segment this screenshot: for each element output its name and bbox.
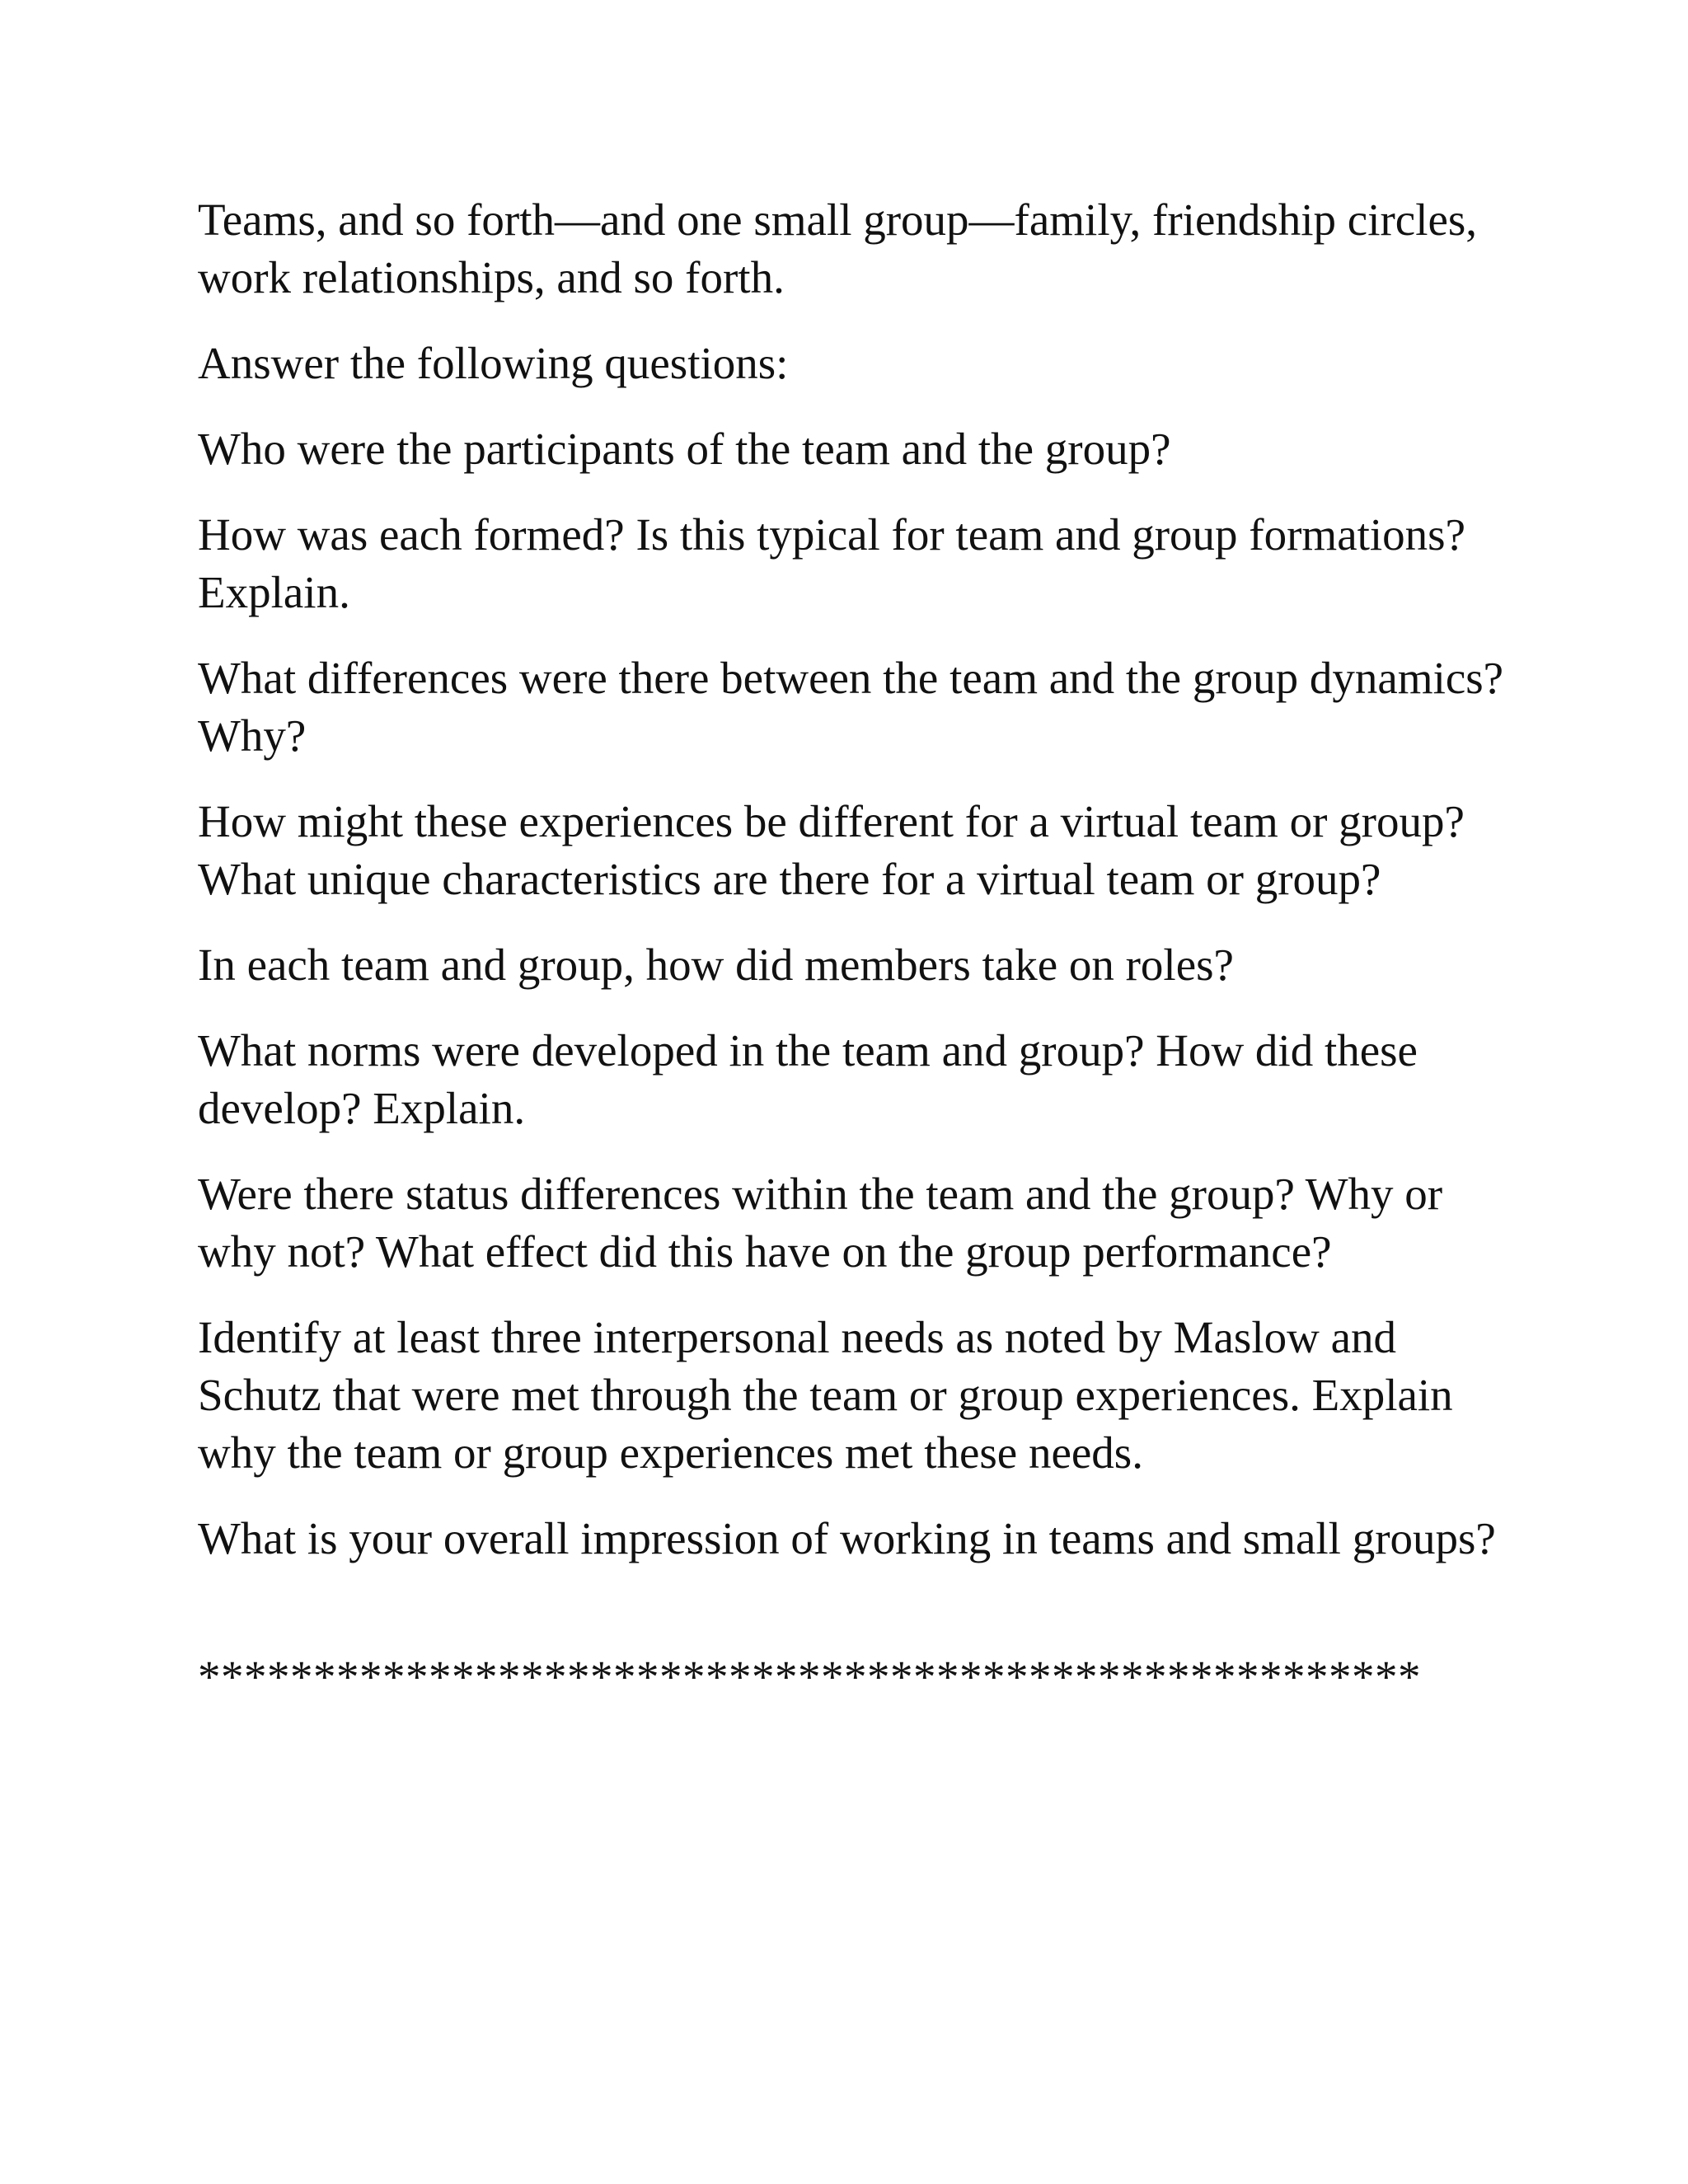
paragraph-line: work relationships, and so forth.: [198, 252, 785, 302]
paragraph-line: Explain.: [198, 567, 350, 617]
paragraph-line: Answer the following questions:: [198, 338, 789, 388]
paragraph-line: How might these experiences be different for a virtual team or group?: [198, 796, 1465, 846]
paragraph-line: What differences were there between the team and the group dynamics?: [198, 653, 1504, 703]
paragraph-line: Why?: [198, 710, 307, 761]
paragraph-line: How was each formed? Is this typical for team and group formations?: [198, 509, 1465, 560]
question-formation: [198, 506, 1517, 621]
paragraph-intro: [198, 191, 1517, 307]
paragraph-line: develop? Explain.: [198, 1083, 526, 1133]
question-participants: [198, 420, 1517, 478]
question-status: [198, 1165, 1517, 1281]
paragraph-line: In each team and group, how did members take on roles?: [198, 940, 1234, 990]
paragraph-instruction: [198, 335, 1517, 392]
paragraph-line: why not? What effect did this have on the group performance?: [198, 1226, 1332, 1277]
paragraph-line: Teams, and so forth—and one small group—family, friendship circles,: [198, 194, 1478, 245]
paragraph-line: What is your overall impression of working in teams and small groups?: [198, 1513, 1496, 1563]
paragraph-line: Were there status differences within the team and the group? Why or: [198, 1169, 1443, 1219]
paragraph-line: Schutz that were met through the team or group experiences. Explain: [198, 1370, 1453, 1420]
paragraph-line: Who were the participants of the team and the group?: [198, 424, 1171, 474]
question-impression: [198, 1510, 1517, 1568]
paragraph-line: What unique characteristics are there for a virtual team or group?: [198, 854, 1381, 904]
paragraph-line: What norms were developed in the team and group? How did these: [198, 1025, 1418, 1076]
question-virtual: [198, 793, 1517, 908]
paragraph-line: Identify at least three interpersonal needs as noted by Maslow and: [198, 1312, 1396, 1362]
question-norms: [198, 1022, 1517, 1137]
question-needs: [198, 1309, 1517, 1482]
question-differences: [198, 649, 1517, 765]
document-body: [198, 191, 1517, 1706]
paragraph-line: why the team or group experiences met these needs.: [198, 1427, 1143, 1478]
asterisk-separator: *****************************************************: [198, 1652, 1421, 1702]
question-roles: [198, 936, 1517, 994]
